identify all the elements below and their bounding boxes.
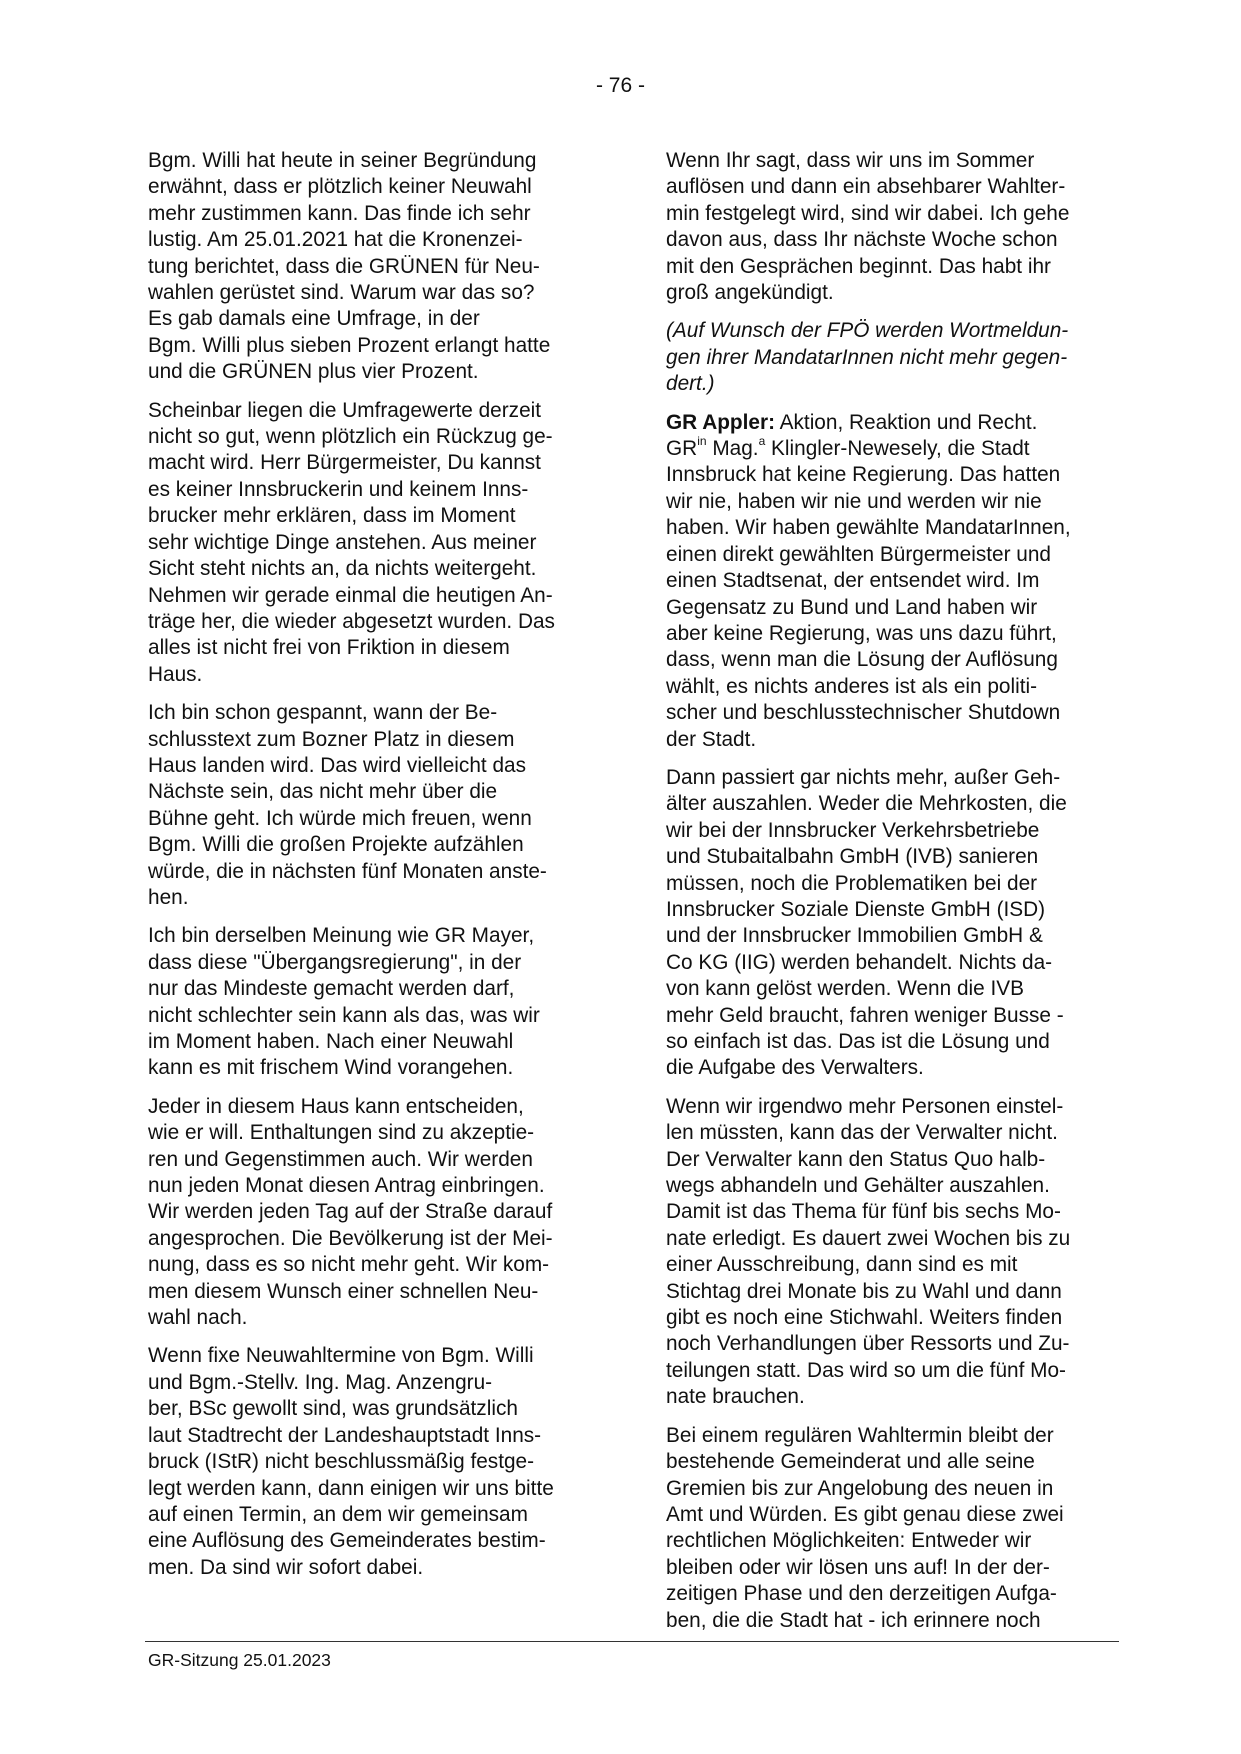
- text-line: schlusstext zum Bozner Platz in diesem: [148, 727, 515, 751]
- speech-text: Klingler-Newesely, die Stadt: [771, 437, 1030, 461]
- text-line: Nächste sein, das nicht mehr über die: [148, 780, 498, 804]
- text-line: und Bgm.-Stellv. Ing. Mag. Anzengru-: [148, 1370, 493, 1394]
- paragraph: [148, 923, 596, 1081]
- text-line: min festgelegt wird, sind wir dabei. Ich gehe: [666, 201, 1070, 225]
- text-line: Dann passiert gar nichts mehr, außer Geh-: [666, 765, 1061, 789]
- footer-session-label: GR-Sitzung 25.01.2023: [148, 1650, 331, 1670]
- text-line: so einfach ist das. Das ist die Lösung und: [666, 1030, 1050, 1053]
- text-line: eine Auflösung des Gemeinderates bestim-: [148, 1529, 546, 1553]
- text-line: kann es mit frischem Wind vorangehen.: [148, 1056, 514, 1080]
- text-line: nur das Mindeste gemacht werden darf,: [148, 977, 515, 1001]
- text-line: [666, 410, 1118, 436]
- text-line: (Auf Wunsch der FPÖ werden Wortmeldun-: [666, 319, 1069, 343]
- text-line: davon aus, dass Ihr nächste Woche schon: [666, 228, 1058, 252]
- speech-paragraph: [666, 410, 1118, 753]
- paragraph: [666, 1423, 1118, 1634]
- text-line: und Stubaitalbahn GmbH (IVB) sanieren: [666, 845, 1039, 869]
- text-line: der Stadt.: [666, 727, 757, 751]
- text-line: einen Stadtsenat, der entsendet wird. Im: [666, 569, 1040, 593]
- text-line: Ich bin schon gespannt, wann der Be-: [148, 701, 498, 725]
- text-line: wir nie, haben wir nie und werden wir nie: [666, 489, 1042, 513]
- text-line: alles ist nicht frei von Friktion in diesem: [148, 636, 510, 660]
- footer-divider: [145, 1641, 1119, 1642]
- text-line: dert.): [666, 372, 715, 396]
- text-line: Damit ist das Thema für fünf bis sechs Mo-: [666, 1200, 1061, 1224]
- text-line: lustig. Am 25.01.2021 hat die Kronenzei-: [148, 228, 523, 252]
- text-line: gen ihrer MandatarInnen nicht mehr gegen-: [666, 345, 1068, 369]
- text-line: men. Da sind wir sofort dabei.: [148, 1555, 424, 1579]
- text-line: bestehende Gemeinderat und alle seine: [666, 1450, 1035, 1474]
- text-line: Haus.: [148, 662, 203, 686]
- text-line: Nehmen wir gerade einmal die heutigen An-: [148, 583, 553, 607]
- text-line: mehr zustimmen kann. Das finde ich sehr: [148, 201, 531, 225]
- text-line: dass, wenn man die Lösung der Auflösung: [666, 648, 1058, 672]
- text-line: Gremien bis zur Angelobung des neuen in: [666, 1476, 1054, 1500]
- text-line: im Moment haben. Nach einer Neuwahl: [148, 1030, 514, 1053]
- text-line: macht wird. Herr Bürgermeister, Du kannst: [148, 451, 541, 475]
- text-line: Wenn fixe Neuwahltermine von Bgm. Willi: [148, 1344, 534, 1368]
- text-line: wegs abhandeln und Gehälter auszahlen.: [666, 1174, 1050, 1198]
- text-line: angesprochen. Die Bevölkerung ist der Mei-: [148, 1226, 553, 1250]
- paragraph: [148, 398, 596, 688]
- text-line: Sicht steht nichts an, da nichts weitergeht.: [148, 557, 537, 581]
- text-line: wahl nach.: [148, 1306, 248, 1330]
- paragraph: [148, 148, 596, 386]
- text-line: teilungen statt. Das wird so um die fünf Mo-: [666, 1358, 1066, 1382]
- text-line: rechtlichen Möglichkeiten: Entweder wir: [666, 1529, 1032, 1553]
- text-line: haben. Wir haben gewählte MandatarInnen,: [666, 516, 1071, 540]
- text-line: auflösen und dann ein absehbarer Wahlter-: [666, 175, 1066, 199]
- text-line: nun jeden Monat diesen Antrag einbringen.: [148, 1174, 545, 1198]
- paragraph: [666, 148, 1118, 306]
- text-line: nicht schlechter sein kann als das, was wir: [148, 1003, 540, 1027]
- text-line: len müssten, kann das der Verwalter nicht.: [666, 1121, 1058, 1145]
- text-line: bleiben oder wir lösen uns auf! In der der-: [666, 1555, 1050, 1579]
- text-line: dass diese "Übergangsregierung", in der: [148, 950, 522, 974]
- text-line: träge her, die wieder abgesetzt wurden. Das: [148, 609, 555, 633]
- text-line: brucker mehr erklären, dass im Moment: [148, 504, 516, 528]
- text-line: ber, BSc gewollt sind, was grundsätzlich: [148, 1397, 518, 1421]
- text-line: noch Verhandlungen über Ressorts und Zu-: [666, 1332, 1070, 1356]
- text-line: Wenn wir irgendwo mehr Personen einstel-: [666, 1094, 1064, 1118]
- text-line: müssen, noch die Problematiken bei der: [666, 871, 1038, 895]
- text-line: würde, die in nächsten fünf Monaten anste-: [148, 859, 547, 883]
- text-line: bruck (IStR) nicht beschlussmäßig festge-: [148, 1450, 535, 1474]
- title-abbrev: GR: [666, 437, 698, 461]
- speech-text: Aktion, Reaktion und Recht.: [779, 410, 1038, 434]
- text-line: Der Verwalter kann den Status Quo halb-: [666, 1147, 1046, 1171]
- text-line: Es gab damals eine Umfrage, in der: [148, 307, 480, 331]
- text-line: Bei einem regulären Wahltermin bleibt der: [666, 1423, 1054, 1447]
- text-line: Bühne geht. Ich würde mich freuen, wenn: [148, 806, 532, 830]
- title-suffix: in: [697, 434, 707, 449]
- text-line: auf einen Termin, an dem wir gemeinsam: [148, 1502, 528, 1526]
- text-line: Amt und Würden. Es gibt genau diese zwei: [666, 1502, 1064, 1526]
- text-line: wie er will. Enthaltungen sind zu akzeptie-: [148, 1121, 535, 1145]
- text-line: scher und beschlusstechnischer Shutdown: [666, 701, 1061, 725]
- text-line: es keiner Innsbruckerin und keinem Inns-: [148, 477, 529, 501]
- text-line: älter auszahlen. Weder die Mehrkosten, die: [666, 792, 1067, 816]
- text-line: tung berichtet, dass die GRÜNEN für Neu-: [148, 254, 540, 278]
- text-line: Ich bin derselben Meinung wie GR Mayer,: [148, 924, 535, 948]
- text-line: Innsbrucker Soziale Dienste GmbH (ISD): [666, 897, 1046, 921]
- text-line: nate brauchen.: [666, 1385, 805, 1409]
- left-column: [148, 148, 596, 1593]
- text-line: Haus landen wird. Das wird vielleicht das: [148, 753, 526, 777]
- text-line: einen direkt gewählten Bürgermeister und: [666, 542, 1051, 566]
- text-line: wir bei der Innsbrucker Verkehrsbetriebe: [666, 818, 1040, 842]
- text-line: und der Innsbrucker Immobilien GmbH &: [666, 924, 1043, 948]
- text-line: hen.: [148, 885, 189, 909]
- text-line: groß angekündigt.: [666, 281, 834, 305]
- text-line: ben, die die Stadt hat - ich erinnere noch: [666, 1608, 1041, 1632]
- text-line: Innsbruck hat keine Regierung. Das hatten: [666, 463, 1061, 487]
- text-line: Scheinbar liegen die Umfragewerte derzeit: [148, 398, 542, 422]
- text-line: von kann gelöst werden. Wenn die IVB: [666, 977, 1025, 1001]
- text-line: Jeder in diesem Haus kann entscheiden,: [148, 1094, 524, 1118]
- text-line: erwähnt, dass er plötzlich keiner Neuwahl: [148, 175, 532, 199]
- text-line: Gegensatz zu Bund und Land haben wir: [666, 595, 1038, 619]
- text-line: die Aufgabe des Verwalters.: [666, 1056, 924, 1080]
- text-line: laut Stadtrecht der Landeshauptstadt Inns-: [148, 1423, 542, 1447]
- right-column: [666, 148, 1118, 1646]
- text-line: Bgm. Willi plus sieben Prozent erlangt hatte: [148, 333, 551, 357]
- speaker-name: GR Appler:: [666, 410, 775, 434]
- paragraph: [148, 1094, 596, 1332]
- text-line: zeitigen Phase und den derzeitigen Aufga-: [666, 1582, 1057, 1606]
- text-line: nung, dass es so nicht mehr geht. Wir kom-: [148, 1253, 550, 1277]
- text-line: Wenn Ihr sagt, dass wir uns im Sommer: [666, 149, 1035, 172]
- text-line: wählt, es nichts anderes ist als ein politi-: [666, 674, 1038, 698]
- text-line: Wir werden jeden Tag auf der Straße darauf: [148, 1200, 553, 1224]
- text-line: sehr wichtige Dinge anstehen. Aus meiner: [148, 530, 537, 554]
- text-line: einer Ausschreibung, dann sind es mit: [666, 1253, 1018, 1277]
- text-line: aber keine Regierung, was uns dazu führt,: [666, 621, 1057, 645]
- text-line: und die GRÜNEN plus vier Prozent.: [148, 360, 479, 384]
- text-line: legt werden kann, dann einigen wir uns bitte: [148, 1476, 554, 1500]
- text-line: wahlen gerüstet sind. Warum war das so?: [148, 281, 535, 305]
- title-abbrev: Mag.: [712, 437, 759, 461]
- text-line: mit den Gesprächen beginnt. Das habt ihr: [666, 254, 1051, 278]
- text-line: Bgm. Willi die großen Projekte aufzählen: [148, 833, 524, 857]
- text-line: nicht so gut, wenn plötzlich ein Rückzug ge-: [148, 425, 553, 449]
- text-line: [666, 436, 1118, 462]
- text-line: mehr Geld braucht, fahren weniger Busse -: [666, 1003, 1064, 1027]
- text-line: men diesem Wunsch einer schnellen Neu-: [148, 1279, 539, 1303]
- text-line: Stichtag drei Monate bis zu Wahl und dann: [666, 1279, 1062, 1303]
- text-line: ren und Gegenstimmen auch. Wir werden: [148, 1147, 533, 1171]
- paragraph: [148, 1343, 596, 1581]
- paragraph: [148, 700, 596, 911]
- editorial-note: [666, 318, 1118, 397]
- paragraph: [666, 765, 1118, 1082]
- text-line: Bgm. Willi hat heute in seiner Begründung: [148, 149, 537, 172]
- title-suffix: a: [758, 434, 766, 449]
- text-line: Co KG (IIG) werden behandelt. Nichts da-: [666, 950, 1053, 974]
- page-number: - 76 -: [595, 74, 645, 97]
- text-line: gibt es noch eine Stichwahl. Weiters finden: [666, 1306, 1063, 1330]
- paragraph: [666, 1094, 1118, 1411]
- text-line: nate erledigt. Es dauert zwei Wochen bis zu: [666, 1226, 1071, 1250]
